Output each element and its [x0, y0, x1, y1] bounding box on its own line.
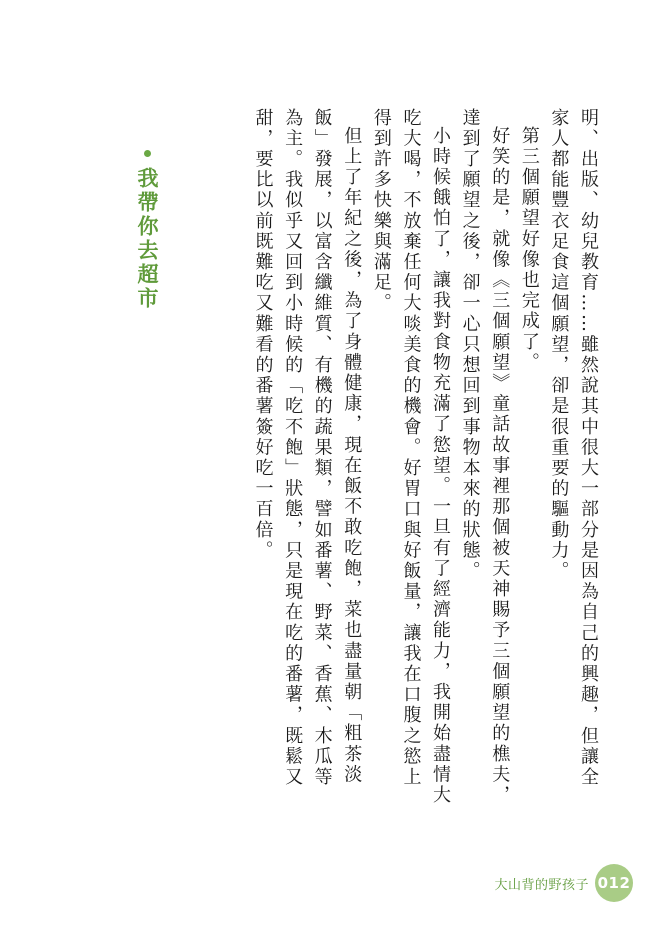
section-heading-text: 我帶你去超市 — [135, 167, 159, 311]
paragraph-2: 第三個願望好像也完成了。 — [518, 126, 540, 374]
paragraph-5: 但上了年紀之後，為了身體健康，現在飯不敢吃飽，菜也盡量朝「粗茶淡飯」發展，以富含纖維質、有機的蔬果類，譬如番薯、野菜、香蕉、木瓜等為主。我似乎又回到小時候的「吃不飽」狀態，只是現在吃的番薯，既鬆又甜，要比以前既難吃又難看的番薯簽好吃一百倍。 — [252, 108, 363, 788]
paragraph-3: 好笑的是，就像《三個願望》童話故事裡那個被天神賜予三個願望的樵夫，達到了願望之後，卻一心只想回到事物本來的狀態。 — [459, 108, 511, 806]
paragraph-1: 明、出版、幼兒教育……雖然說其中很大一部分是因為自己的興趣，但讓全家人都能豐衣足食這個願望，卻是很重要的驅動力。 — [548, 108, 599, 788]
body-text — [203, 108, 603, 808]
page-footer — [494, 864, 633, 902]
book-title: 大山背的野孩子 — [494, 877, 589, 893]
section-heading — [132, 150, 162, 311]
bullet-dot-icon — [144, 150, 151, 157]
paragraph-4: 小時候餓怕了，讓我對食物充滿了慾望。一旦有了經濟能力，我開始盡情大吃大喝，不放棄任何大啖美食的機會。好胃口與好飯量，讓我在口腹之慾上得到許多快樂與滿足。 — [370, 108, 452, 806]
page-number-badge: 012 — [595, 864, 633, 902]
